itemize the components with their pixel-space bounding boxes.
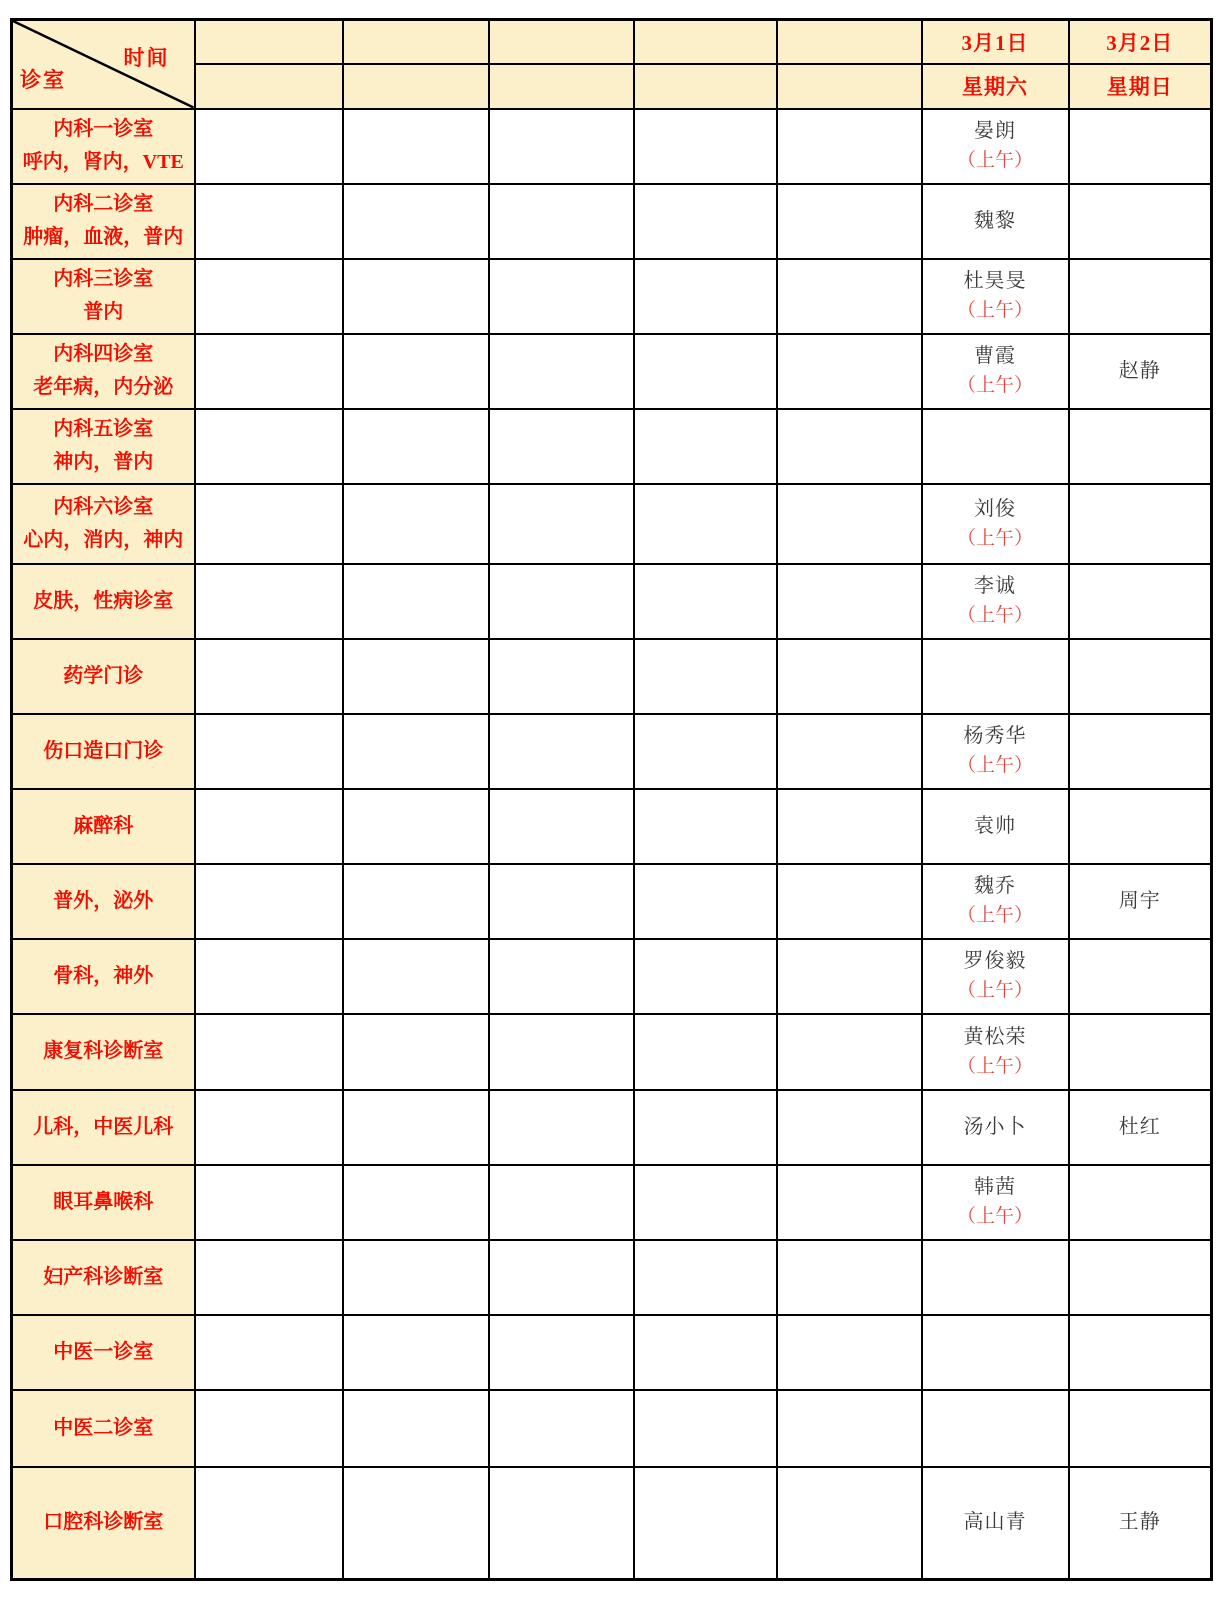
empty-cell: [634, 259, 777, 334]
saturday-cell: [922, 1390, 1069, 1467]
empty-cell: [489, 109, 634, 184]
room-label: 普内: [83, 301, 124, 323]
empty-cell: [195, 109, 343, 184]
empty-cell: [634, 864, 777, 939]
empty-cell: [343, 1240, 489, 1315]
table-row: [12, 1467, 1212, 1580]
sunday-cell: [1069, 1240, 1212, 1315]
empty-cell: [777, 1390, 922, 1467]
room-label: 内科一诊室: [53, 118, 154, 140]
doctor-name: 晏朗: [974, 120, 1016, 142]
empty-cell: [343, 109, 489, 184]
empty-cell: [489, 1390, 634, 1467]
empty-cell: [777, 789, 922, 864]
room-label-cell: [12, 939, 195, 1014]
doctor-name: 袁帅: [974, 814, 1016, 837]
saturday-cell: [922, 639, 1069, 714]
saturday-cell: [922, 1240, 1069, 1315]
room-label: 老年病，内分泌: [33, 376, 174, 398]
table-row: [12, 1165, 1212, 1240]
empty-cell: [634, 334, 777, 409]
empty-cell: [634, 484, 777, 564]
empty-cell: [634, 409, 777, 484]
room-label-cell: [12, 789, 195, 864]
empty-cell: [343, 1390, 489, 1467]
doctor-name: 杨秀华: [963, 725, 1027, 747]
corner-room-label: 诊室: [20, 67, 66, 92]
table-row: [12, 1390, 1212, 1467]
morning-note: （上午）: [956, 150, 1033, 171]
table-row: [12, 184, 1212, 259]
empty-cell: [489, 409, 634, 484]
morning-note: （上午）: [956, 755, 1033, 776]
saturday-cell: [922, 789, 1069, 864]
table-row: [12, 939, 1212, 1014]
empty-cell: [195, 864, 343, 939]
morning-note: （上午）: [956, 905, 1033, 926]
doctor-name: 黄松荣: [963, 1025, 1027, 1048]
empty-cell: [343, 259, 489, 334]
empty-cell: [634, 639, 777, 714]
room-label-cell: [12, 564, 195, 639]
empty-cell: [489, 789, 634, 864]
morning-note: （上午）: [956, 1055, 1033, 1077]
room-label-cell: [12, 1240, 195, 1315]
clinic-schedule-table: [10, 18, 1213, 1581]
empty-cell: [777, 259, 922, 334]
empty-cell: [195, 1090, 343, 1165]
empty-cell: [195, 184, 343, 259]
empty-cell: [195, 714, 343, 789]
table-row: [12, 409, 1212, 484]
empty-cell: [195, 334, 343, 409]
sunday-cell: [1069, 109, 1212, 184]
room-label-cell: [12, 1090, 195, 1165]
sunday-cell: [1069, 714, 1212, 789]
empty-cell: [195, 1467, 343, 1580]
empty-cell: [489, 1165, 634, 1240]
empty-cell: [195, 1240, 343, 1315]
empty-header-cell: [634, 64, 777, 109]
room-label-cell: [12, 409, 195, 484]
corner-time-label: 时间: [123, 46, 170, 70]
saturday-cell: [922, 1165, 1069, 1240]
table-row: [12, 484, 1212, 564]
saturday-cell: [922, 1014, 1069, 1090]
empty-cell: [777, 484, 922, 564]
empty-header-cell: [343, 64, 489, 109]
table-row: [12, 109, 1212, 184]
room-label-cell: [12, 714, 195, 789]
morning-note: （上午）: [956, 605, 1033, 626]
sunday-cell: [1069, 409, 1212, 484]
room-label: 内科四诊室: [53, 343, 154, 365]
room-label: 内科二诊室: [53, 193, 154, 215]
empty-cell: [343, 789, 489, 864]
empty-cell: [195, 1014, 343, 1090]
sunday-cell: [1069, 1467, 1212, 1580]
empty-header-cell: [489, 64, 634, 109]
sunday-cell: [1069, 1090, 1212, 1165]
empty-cell: [777, 184, 922, 259]
room-label: 呼内，肾内，VTE: [22, 151, 184, 173]
date-header-march-1: 3月1日: [922, 20, 1069, 64]
empty-cell: [777, 864, 922, 939]
doctor-name: 杜红: [1118, 1115, 1161, 1138]
empty-cell: [777, 1014, 922, 1090]
empty-cell: [634, 1090, 777, 1165]
doctor-name: 李诚: [974, 575, 1016, 597]
doctor-name: 赵静: [1118, 359, 1161, 382]
empty-cell: [343, 409, 489, 484]
empty-cell: [343, 1467, 489, 1580]
empty-cell: [634, 939, 777, 1014]
empty-cell: [634, 1014, 777, 1090]
weekday-header-sunday: 星期日: [1069, 64, 1212, 109]
empty-cell: [489, 484, 634, 564]
table-row: [12, 789, 1212, 864]
empty-cell: [195, 484, 343, 564]
saturday-cell: [922, 1315, 1069, 1390]
sunday-cell: [1069, 939, 1212, 1014]
empty-cell: [343, 639, 489, 714]
room-label: 妇产科诊断室: [43, 1265, 164, 1288]
empty-cell: [489, 864, 634, 939]
doctor-name: 王静: [1118, 1511, 1161, 1534]
morning-note: （上午）: [956, 300, 1033, 321]
doctor-name: 罗俊毅: [963, 950, 1027, 972]
empty-cell: [634, 109, 777, 184]
empty-cell: [343, 484, 489, 564]
table-row: [12, 1240, 1212, 1315]
sunday-cell: [1069, 564, 1212, 639]
room-label: 康复科诊断室: [43, 1040, 164, 1062]
empty-header-cell: [489, 20, 634, 64]
room-label: 神内，普内: [53, 451, 154, 473]
empty-cell: [634, 1467, 777, 1580]
empty-cell: [489, 1090, 634, 1165]
doctor-name: 刘俊: [974, 497, 1016, 520]
sunday-cell: [1069, 789, 1212, 864]
saturday-cell: [922, 409, 1069, 484]
empty-cell: [777, 714, 922, 789]
empty-cell: [195, 939, 343, 1014]
empty-cell: [195, 1315, 343, 1390]
empty-header-cell: [777, 64, 922, 109]
room-label: 普外，泌外: [53, 889, 154, 912]
room-label-cell: [12, 184, 195, 259]
table-row: [12, 1090, 1212, 1165]
empty-header-cell: [195, 64, 343, 109]
empty-cell: [777, 1165, 922, 1240]
saturday-cell: [922, 484, 1069, 564]
empty-cell: [343, 939, 489, 1014]
room-label-cell: [12, 109, 195, 184]
empty-cell: [489, 259, 634, 334]
saturday-cell: [922, 259, 1069, 334]
room-label-cell: [12, 1165, 195, 1240]
room-label-cell: [12, 1467, 195, 1580]
morning-note: （上午）: [956, 527, 1033, 549]
room-label-cell: [12, 484, 195, 564]
morning-note: （上午）: [956, 980, 1033, 1001]
empty-cell: [489, 1240, 634, 1315]
empty-cell: [777, 639, 922, 714]
doctor-name: 周宇: [1118, 889, 1161, 912]
empty-cell: [343, 864, 489, 939]
empty-cell: [489, 334, 634, 409]
room-label: 麻醉科: [73, 814, 134, 837]
empty-cell: [195, 639, 343, 714]
sunday-cell: [1069, 1390, 1212, 1467]
empty-cell: [343, 184, 489, 259]
room-label: 伤口造口门诊: [43, 739, 164, 762]
doctor-name: 杜昊旻: [963, 270, 1027, 292]
empty-cell: [195, 1390, 343, 1467]
saturday-cell: [922, 864, 1069, 939]
doctor-name: 汤小卜: [963, 1115, 1027, 1138]
weekday-header-saturday: 星期六: [922, 64, 1069, 109]
corner-header-cell: [12, 20, 195, 109]
empty-cell: [489, 639, 634, 714]
empty-cell: [634, 184, 777, 259]
room-label-cell: [12, 1390, 195, 1467]
room-label-cell: [12, 1315, 195, 1390]
empty-header-cell: [777, 20, 922, 64]
empty-cell: [195, 409, 343, 484]
empty-cell: [195, 564, 343, 639]
empty-cell: [489, 1315, 634, 1390]
date-header-march-2: 3月2日: [1069, 20, 1212, 64]
room-label-cell: [12, 864, 195, 939]
empty-cell: [777, 334, 922, 409]
room-label-cell: [12, 1014, 195, 1090]
sunday-cell: [1069, 1165, 1212, 1240]
room-label: 骨科，神外: [53, 964, 154, 987]
empty-cell: [489, 939, 634, 1014]
saturday-cell: [922, 109, 1069, 184]
table-row: [12, 864, 1212, 939]
table-row: [12, 564, 1212, 639]
table-row: [12, 334, 1212, 409]
empty-cell: [343, 1014, 489, 1090]
empty-cell: [634, 1315, 777, 1390]
room-label: 内科五诊室: [53, 418, 154, 440]
empty-cell: [343, 564, 489, 639]
doctor-name: 魏黎: [974, 209, 1016, 232]
sunday-cell: [1069, 1014, 1212, 1090]
sunday-cell: [1069, 484, 1212, 564]
doctor-name: 曹霞: [974, 345, 1016, 367]
empty-cell: [489, 714, 634, 789]
empty-cell: [634, 1390, 777, 1467]
saturday-cell: [922, 184, 1069, 259]
empty-header-cell: [195, 20, 343, 64]
room-label: 中医二诊室: [53, 1416, 154, 1439]
room-label: 内科三诊室: [53, 268, 154, 290]
saturday-cell: [922, 334, 1069, 409]
room-label: 口腔科诊断室: [43, 1511, 164, 1534]
empty-cell: [343, 334, 489, 409]
sunday-cell: [1069, 1315, 1212, 1390]
room-label: 肿瘤，血液，普内: [23, 226, 184, 248]
saturday-cell: [922, 564, 1069, 639]
sunday-cell: [1069, 334, 1212, 409]
sunday-cell: [1069, 864, 1212, 939]
saturday-cell: [922, 1090, 1069, 1165]
room-label-cell: [12, 334, 195, 409]
sunday-cell: [1069, 639, 1212, 714]
saturday-cell: [922, 1467, 1069, 1580]
empty-cell: [777, 564, 922, 639]
empty-cell: [777, 1315, 922, 1390]
room-label: 心内，消内，神内: [23, 528, 184, 551]
room-label-cell: [12, 259, 195, 334]
table-row: [12, 1315, 1212, 1390]
doctor-name: 韩茜: [974, 1176, 1016, 1198]
empty-cell: [489, 564, 634, 639]
saturday-cell: [922, 714, 1069, 789]
room-label: 皮肤，性病诊室: [33, 589, 174, 612]
empty-cell: [634, 714, 777, 789]
empty-cell: [777, 109, 922, 184]
empty-header-cell: [634, 20, 777, 64]
header-row-date: [12, 20, 1212, 64]
doctor-name: 魏乔: [974, 875, 1016, 897]
table-row: [12, 639, 1212, 714]
empty-cell: [343, 714, 489, 789]
empty-cell: [634, 789, 777, 864]
saturday-cell: [922, 939, 1069, 1014]
morning-note: （上午）: [956, 1206, 1033, 1227]
empty-cell: [489, 1014, 634, 1090]
morning-note: （上午）: [956, 375, 1033, 396]
empty-cell: [777, 939, 922, 1014]
empty-header-cell: [343, 20, 489, 64]
empty-cell: [195, 1165, 343, 1240]
empty-cell: [195, 259, 343, 334]
empty-cell: [489, 184, 634, 259]
empty-cell: [777, 1090, 922, 1165]
doctor-name: 高山青: [963, 1511, 1027, 1534]
table-row: [12, 1014, 1212, 1090]
table-row: [12, 714, 1212, 789]
empty-cell: [343, 1165, 489, 1240]
room-label-cell: [12, 639, 195, 714]
empty-cell: [489, 1467, 634, 1580]
room-label: 儿科，中医儿科: [33, 1115, 174, 1138]
room-label: 中医一诊室: [53, 1340, 154, 1363]
room-label: 药学门诊: [63, 664, 144, 687]
sunday-cell: [1069, 184, 1212, 259]
empty-cell: [343, 1315, 489, 1390]
table-row: [12, 259, 1212, 334]
empty-cell: [777, 1467, 922, 1580]
room-label: 内科六诊室: [53, 495, 154, 518]
sunday-cell: [1069, 259, 1212, 334]
room-label: 眼耳鼻喉科: [53, 1190, 154, 1213]
schedule-body: [12, 109, 1212, 1580]
empty-cell: [634, 1240, 777, 1315]
empty-cell: [777, 1240, 922, 1315]
empty-cell: [634, 1165, 777, 1240]
empty-cell: [195, 789, 343, 864]
empty-cell: [634, 564, 777, 639]
empty-cell: [343, 1090, 489, 1165]
empty-cell: [777, 409, 922, 484]
